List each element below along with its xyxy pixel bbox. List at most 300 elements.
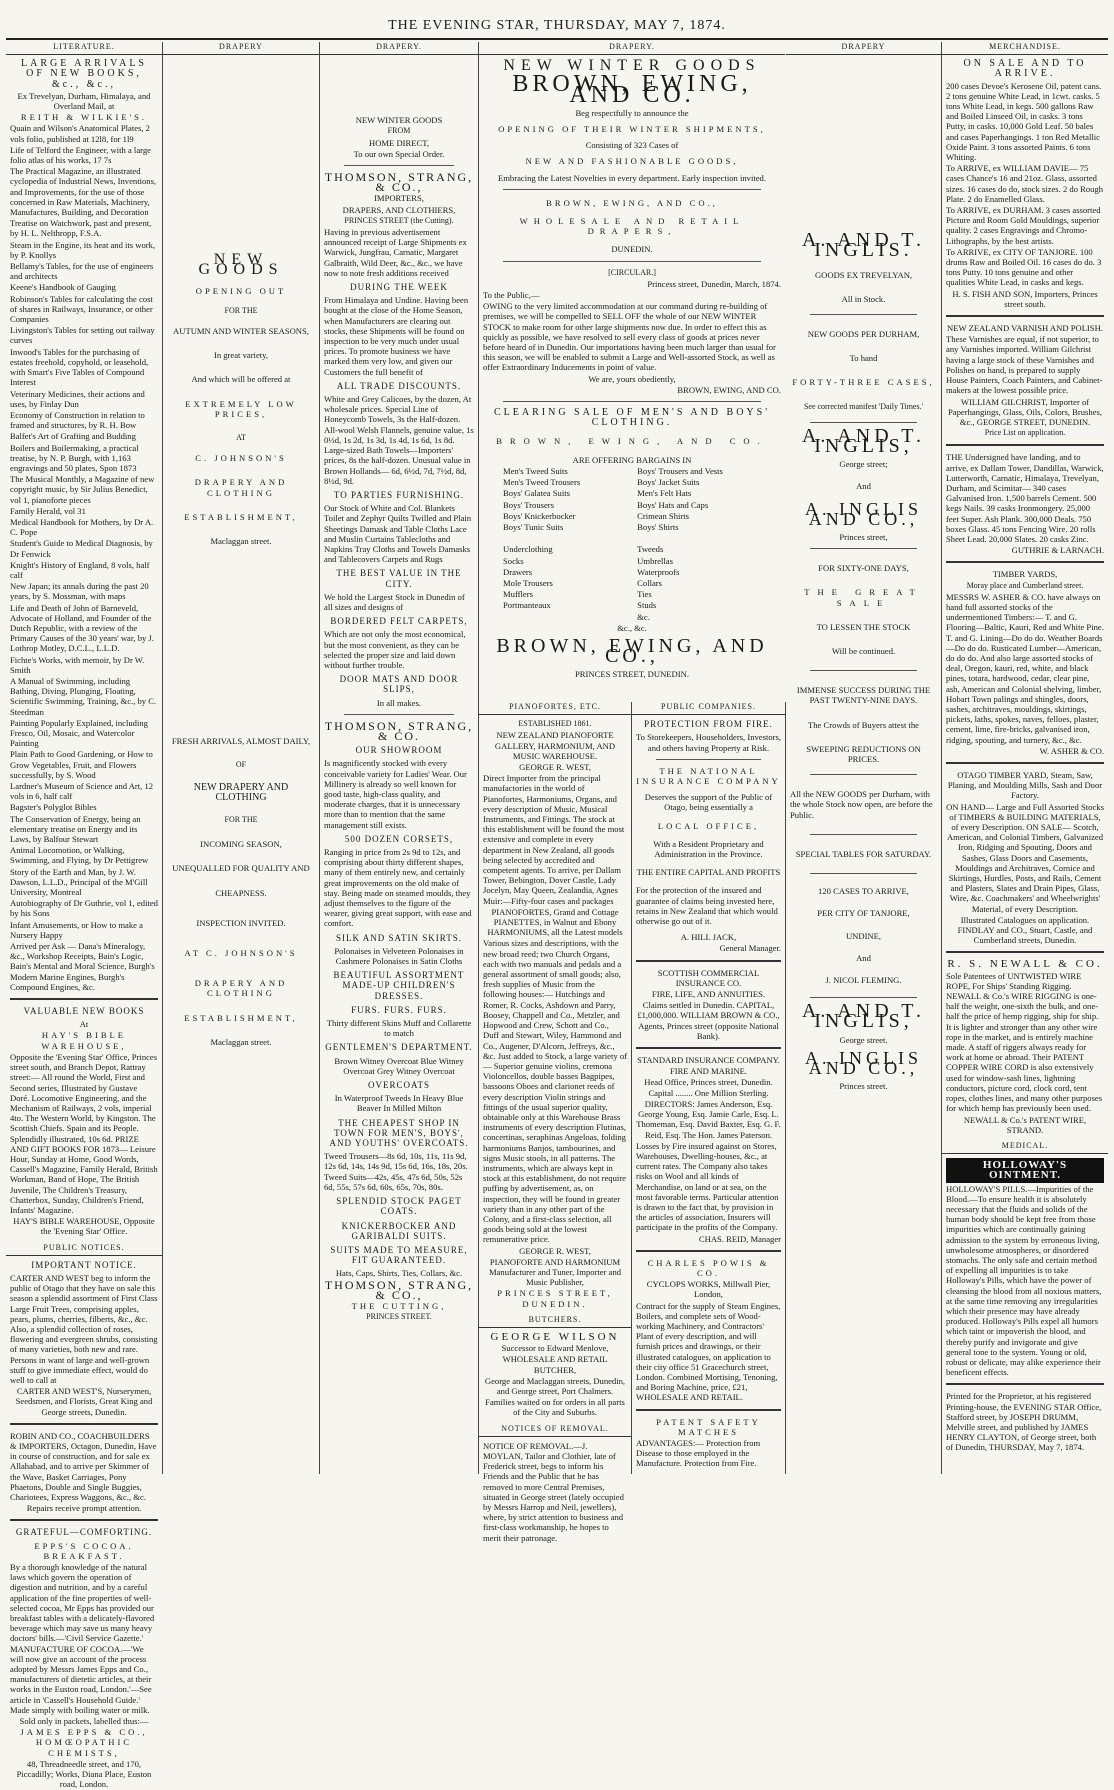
ad-subtitle: Ex Trevelyan, Durham, Himalaya, and Overland Mail, at [17,90,151,112]
ad-line: SPECIAL TABLES FOR SATURDAY. [795,848,932,859]
ad-title: NEW WINTER GOODS [503,57,761,75]
ad-line: HOME DIRECT, [369,137,429,148]
ad-line: Hats, Caps, Shirts, Ties, Collars, &c. [335,1268,463,1279]
book-list-item: Life of Telford the Engineer, with a large folio atlas of his works, 17 7s [10,144,151,166]
imprint [946,1391,1104,1452]
ad-title: NEW ZEALAND PIANOFORTE GALLERY, HARMONIUM, AND MUSIC WAREHOUSE. [494,730,616,761]
ad-line: DRAPERY AND CLOTHING [194,477,288,498]
ad-body: THE Undersigned have landing, and to arrive, ex Dallam Tower, Dandillas, Warwick, Lutterworth, Carnatic, Himalaya, Trevelyan, Durham, and Scimitar— 340 cases Galvanised Iron. 1,500 barrels Cement. 500 kegs Nails. 39 casks Ironmongery. 25,000 feet Super. Ash Plank. 300,000 Deals. 750 boxes Glass. 45 tons Fencing Wire. 20 rolls Sheet Lead. 20,000 Slates. 20 casks Zinc. [946,452,1104,544]
ad-line: H. S. FISH AND SON, Importers, Princes street south. [952,288,1098,309]
ad-subhead: THE BEST VALUE IN THE CITY. [336,568,462,589]
masthead-title: THE EVENING STAR, THURSDAY, MAY 7, 1874. [388,18,726,33]
ad-line: General Manager. [719,943,781,954]
firm-name: A. AND T. INGLIS, [801,1000,926,1033]
column-drapery-inglis [786,42,942,1474]
bargain-item: Underclothing [503,544,553,555]
firm-name: BROWN, EWING, AND CO. [512,71,752,108]
ad-line: UNEQUALLED FOR QUALITY AND [172,863,310,874]
brown-ewing-ad [483,57,781,680]
ad-line: 120 CASES TO ARRIVE, [818,886,909,897]
bargain-item: Men's Felt Hats [637,488,692,499]
ad-line: Consisting of 323 Cases of [585,140,679,151]
ad-title: EPPS'S COCOA. BREAKFAST. [34,1540,134,1561]
bargain-list-left [503,466,627,623]
ad-subhead: BORDERED FELT CARPETS, [330,616,468,627]
ad-line: We are, yours obediently, [588,373,676,384]
ad-line: AT C. JOHNSON'S [184,948,298,959]
ad-line: FIRE, LIFE, AND ANNUITIES. [651,989,766,1000]
bargain-item: Mufflers [503,589,533,600]
column-literature [6,42,163,1790]
bargain-item: Umbrellas [637,555,673,566]
ad-title: ON SALE AND TO ARRIVE. [963,58,1087,80]
ad-subhead: TO PARTIES FURNISHING. [333,489,465,500]
ad-line: SWEEPING REDUCTIONS ON PRICES. [806,743,921,765]
book-list-item: Livingston's Tables for setting out railway curves [10,325,155,346]
ad-line: Illustrated Catalogues on application. FINDLAY and CO., Stuart, Castle, and Cumberland streets, Dunedin. [957,914,1093,946]
book-list-item: Robinson's Tables for calculating the cost of shares in Railways, Insurance, or other Companies [10,293,153,325]
ad-footer: Arrived per Ask — Dana's Mineralogy, &c., Workshop Receipts, Bain's Logic, Bain's Mental and Moral Science, Burgh's Modern Marine Engines, Burgh's Compound Engines, &c. [10,941,155,992]
ad-body: We hold the Largest Stock in Dunedin of all sizes and designs of [324,591,465,612]
reith-wilkie-ad [10,59,158,992]
bargain-item: &c. [637,611,650,622]
ad-line: OPENING OUT [195,285,287,296]
ad-body: NOTICE OF REMOVAL.—J. MOYLAN, Tailor and Clothier, late of Frederick street, begs to inform his Friends and the Public that he has removed to more Central Premises, situated in George street (lately occupied by Messrs Harrop and Neil, jewellers), where, by strict attention to business and first-class workmanship, he hopes to merit their patronage. [483,1440,624,1543]
ad-body: ADVANTAGES:— Protection from Disease to those employed in the Manufacture. Protection from Fire. [636,1437,761,1469]
bargain-item: Boys' Trousers [503,499,554,510]
ad-line: George and Maclaggan streets, Dunedin, and George street, Port Chalmers. [484,1375,626,1396]
ad-title: NEW ZEALAND VARNISH AND POLISH. [947,323,1103,334]
column-header: PIANOFORTES, ETC. [479,702,631,715]
ad-line: PRINCES STREET, DUNEDIN. [575,669,689,680]
ad-line: All in Stock. [841,293,886,304]
bargain-item: Portmanteaux [503,600,551,611]
bargain-item: Waterproofs [637,566,680,577]
findlay-ad [946,770,1104,945]
ad-body: Thirty different Skins Muff and Collarette to match [326,1018,472,1039]
ad-title: PROTECTION FROM FIRE. [644,719,773,730]
column-header: LITERATURE. [6,42,162,55]
ad-body: Opposite the 'Evening Star' Office, Princes street south, and Branch Depot, Rattray street:— All round the World, First and Second series, Illustrated by Gustave Doré. Locomotive Engineering, and the Mechanism of Railways, 2 vols, imperial 4to. The Western World, by Kingston. The Scottish Chiefs. Spain and its People. Splendidly illustrated, 10s 6d. PRIZE AND GIFT BOOKS FOR 1873— Leisure Hour, Sunday at Home, Good Words, Cassell's Magazine, Family Herald, British Workman, Band of Hope, The British Juvenile, The Children's Treasury, Chatterbox, Sunday, Children's Friend, Infants' Magazine. [10,1051,158,1215]
bargain-item: Socks [503,555,524,566]
ad-line: OPENING OF THEIR WINTER SHIPMENTS, [498,124,766,135]
divider [10,998,158,1000]
ad-line: ESTABLISHMENT, [184,1012,298,1023]
ad-line: IMPORTERS, [374,193,424,204]
printer-imprint: Printed for the Proprietor, at his registered Printing-house, the EVENING STAR Office, Stafford street, by JOSEPH DRUMM, Melville street, and published by JAMES HENRY CLAYTON, of George street, both of Dunedin, THURSDAY, May 7, 1874. [946,1391,1102,1453]
book-list-item: Lardner's Museum of Science and Art, 12 vols in 6, half calf [10,781,154,802]
bargain-item: Mole Trousers [503,577,553,588]
ad-line: Successor to Edward Menlove, [501,1343,609,1354]
book-list-item: Plain Path to Good Gardening, or How to Grow Vegetables, Fruit, and Flowers successfully, by S. Wood [10,749,153,780]
ad-line: Will be continued. [831,646,896,657]
ad-line: AT [236,433,246,443]
ad-line: Families waited on for orders in all parts of the City and Suburbs. [485,1397,625,1418]
bargain-item: Collars [637,577,662,588]
ad-line: To our own Special Order. [353,148,445,159]
book-list-item: Fichte's Works, with memoir, by Dr W. Smith [10,654,145,675]
firm-name: A. INGLIS AND CO., [805,1047,922,1078]
ad-body: From Himalaya and Undine. Having been bought at the close of the Home Season, when Manufacturers are clearing out stocks, these Shipments will be found on inspection to be very much under usual prices. To promote business we have marked them very low, and given our Customers the full benefit of [324,295,469,377]
ad-line: Princess street, Dunedin, March, 1874. [647,278,781,289]
ad-line: INCOMING SEASON, [200,839,282,850]
ad-body: Losses by Fire insured against on Stores, Warehouses, Dwelling-houses, &c., at current rates. The Company also takes risks on Wool and all kinds of Merchandise, on land or at sea, on the most favorable terms. Particular attention is drawn to the fact that, by provision in the articles of association, Insurers will participate in the profits of the Company. [636,1140,779,1233]
ad-line: Beg respectfully to announce the [575,107,689,118]
divider [10,1519,158,1521]
ad-subhead: GENTLEMEN'S DEPARTMENT. [325,1042,473,1053]
ad-subhead: SILK AND SATIN SKIRTS. [336,932,462,943]
bargain-item: Boys' Trousers and Vests [637,465,723,476]
ad-line: AUTUMN AND WINTER SEASONS, [173,326,309,337]
bargain-item: Boys' Tunic Suits [503,521,564,532]
ad-title: NEW WINTER GOODS [355,115,443,126]
ad-body: Sole Patentees of UNTWISTED WIRE ROPE, For Ships' Standing Rigging. NEWALL & Co.'s WIRE RIGGING is one-half the weight, one-sixth the bulk, and one-half the price of hemp rigging, ship for ship. It is lighter and stronger than any other wire rope in the market, and is entirely machine made. A staff of riggers always ready for work at home or abroad. Their PATENT COPPER WIRE CORD is also extensively used for window-sash lines, lightning conductors, picture cord, clock cord, tent ropes, clothes lines, and many other purposes for which hemp has previously been used. [946,970,1103,1114]
ad-line: To hand [849,353,878,364]
book-list-item: Student's Guide to Medical Diagnosis, by Dr Fenwick [10,538,153,559]
ad-line: And [856,481,871,492]
ad-title: LARGE ARRIVALS OF NEW BOOKS, &c., &c., [21,58,147,90]
column-header: MERCHANDISE. [942,42,1108,55]
ad-body: For the protection of the insured and guarantee of claims being invested here, retains in New Zealand that which would otherwise go out of it. [636,885,778,927]
book-list-item: Treatise on Watchwork, past and present, by H. L. Nelthropp, F.S.A. [10,218,152,239]
ad-title: PATENT SAFETY MATCHES [656,1416,761,1437]
ad-title: SCOTTISH COMMERCIAL INSURANCE CO. [657,967,760,988]
ad-line: DRAPERS, AND CLOTHIERS, [342,204,456,215]
ad-line: A. HILL JACK, [680,932,737,943]
ad-line: WHOLESALE AND RETAIL DRAPERS, [519,216,745,237]
guthrie-ad [946,452,1104,555]
masthead-rule [6,38,1108,40]
column-pianofortes [479,702,632,1543]
ad-subhead: OVERCOATS [367,1080,430,1091]
ad-line: FRESH ARRIVALS, ALMOST DAILY, [171,736,311,747]
ad-line: The Crowds of Buyers attest the [808,719,919,730]
firm-name: THOMSON, STRANG, & CO., [324,1277,474,1302]
ad-title: OTAGO TIMBER YARD, Steam, Saw, Planing, and Moulding Mills, Sash and Door Factory. [947,770,1103,801]
ad-line: Princes street. [839,1081,888,1092]
column-header: DRAPERY. [320,42,478,55]
ad-line: BROWN, EWING, AND CO. [677,384,781,395]
book-list-item: Boilers and Boilermaking, a practical treatise, by N. P. Burgh, with 1,163 engravings and 50 plates, Spon 1873 [10,442,139,473]
ad-line: CHEAPNESS. [215,887,267,898]
johnson-ad-1 [167,251,315,547]
bargain-item: Boys' Hats and Caps [637,499,709,510]
ad-line: DRAPERY AND CLOTHING [194,978,288,999]
column-drapery-thomson [320,42,479,1474]
divider [10,1423,158,1425]
bargain-item: Boys' Jacket Suits [637,477,700,488]
column-drapery-johnson [163,42,320,1474]
bargain-item: Studs [637,600,657,611]
ad-line: Head Office, Princes street, Dunedin. Capital ........ One Million Sterling. [644,1077,773,1098]
ad-title: TIMBER YARDS, [992,569,1058,580]
thomson-strang-ad [324,115,474,1322]
column-header: DRAPERY [163,42,319,55]
bargain-item [637,533,761,543]
book-list-item: Animal Locomotion, or Walking, Swimming, and Flying, by Dr Pettigrew [10,845,149,866]
ad-line: FOR THE [224,305,258,315]
ad-line: WHOLESALE AND RETAIL BUTCHER, [502,1354,608,1375]
ad-body: Polonaises in Velveteen Polonaises in Cashmere Polonaises in Satin Cloths [334,945,464,967]
inglis-ad [790,229,937,1092]
bargain-list [483,466,781,623]
column-public-companies [632,702,786,1474]
ad-line: PIANOFORTE AND HARMONIUM Manufacturer and Tuner, Importer and Music Publisher, [488,1256,622,1288]
ad-line: PRINCES STREET (the Cutting). [344,215,454,225]
ad-line: &c., &c. [617,622,647,633]
book-list-item: Bellamy's Tables, for the use of engineers and architects [10,261,154,282]
ad-title: STANDARD INSURANCE COMPANY. [637,1055,780,1066]
ad-at: At [79,1019,89,1030]
bargain-item: Men's Tweed Trousers [503,477,581,488]
book-list-item: Autobiography of Dr Guthrie, vol 1, edited by his Sons [10,898,158,919]
book-list-item: The Practical Magazine, an illustrated cyclopedia of Industrial News, Inventions, and Improvements, for the use of those concerned in Raw Materials, Machinery, Manufactures, Building, and Decoration [10,166,157,218]
ad-line: GUTHRIE & LARNACH. [1011,545,1104,556]
gilchrist-ad [946,323,1104,438]
ad-line: OF [235,760,247,770]
book-list-item: The Musical Monthly, a Magazine of new copyright music, by Sir Julius Benedict, vol 1, pianoforte pieces [10,474,155,505]
ad-line: FOR THE [224,815,258,825]
ad-line: LOCAL OFFICE, [657,820,760,831]
ad-line: PRINCES STREET, DUNEDIN. [497,1288,613,1309]
book-list-item: Economy of Construction in relation to framed and structures, by R. H. Bow [10,409,145,431]
firm-name: BROWN, EWING, AND CO. [496,436,768,447]
ad-title: NEW GOODS [198,251,284,279]
ad-title: IMPORTANT NOTICE. [31,1259,137,1270]
ad-footer: HAY'S BIBLE WAREHOUSE, Opposite the 'Evening Star' Office. [13,1216,155,1237]
ad-line: Embracing the Latest Novelties in every department. Early inspection invited. [498,172,766,183]
holloway-banner: HOLLOWAY'S OINTMENT. [946,1158,1104,1182]
firm-name: THOMSON, STRANG, & CO. [324,718,474,743]
ad-subhead: BEAUTIFUL ASSORTMENT MADE-UP CHILDREN'S DRESSES. [333,970,465,1001]
asher-ad [946,569,1104,756]
newall-ad [946,959,1104,1134]
column-merchandise [942,42,1108,1474]
section-header: BUTCHERS. [479,1315,631,1328]
ad-body: OWING to the very limited accommodation at our command during re-building of premises, we will be compelled to SELL OFF the whole of our NEW WINTER STOCK to make room for other large shipments now due. In order to effect this as quickly as possible, we have resolved to sell every class of goods at prices never before heard of in Dunedin. Our importations having been much larger than usual for this season, we will be enabled to submit a Large and Well-assorted Stock, as well as offer Extraordinary Inducements in point of value. [483,301,776,373]
ad-line: DUNEDIN. [611,244,653,255]
ad-line: FIRE AND MARINE. [669,1066,748,1077]
firm-name: A. INGLIS AND CO., [805,498,922,529]
ad-line: CHAS. REID, Manager [698,1233,781,1244]
bargain-item: Men's Tweed Suits [503,465,568,476]
ad-line: And [856,952,871,963]
ad-title: THE NATIONAL INSURANCE COMPANY [636,765,781,787]
section-header: MEDICAL. [942,1141,1108,1154]
ad-line: FORTY-THREE CASES, [792,377,935,388]
ad-body: Contract for the supply of Steam Engines, Boilers, and complete sets of Wood-working Machinery, and Contractors' Plant of every description, and will furnish prices and drawings, or their illustrated catalogues, on application to their city office 51 Gracechurch street, London. Combined Mortising, Tenoning, and Boring Machine, price, £21, WHOLESALE AND RETAIL. [636,1300,781,1403]
ad-line: C. JOHNSON'S [195,453,287,464]
book-list-item: Keene's Handbook of Gauging [10,282,116,293]
ad-title: GEORGE WILSON [490,1330,620,1343]
ad-header: GRATEFUL—COMFORTING. [15,1527,153,1538]
ad-body: Tweed Trousers—8s 6d, 10s, 11s, 11s 9d, 12s 6d, 14s, 14s 9d, 15s 6d, 16s, 18s, 20s. Tweed Suits—42s, 45s, 47s 6d, 50s, 52s 6d, 55s, 57s 6d, 60s, 65s, 70s, 80s. [324,1151,468,1192]
ad-line: THE CUTTING, [351,1300,447,1311]
ad-body: These Varnishes are equal, if not superior, to any Varnishes imported. William Gilchrist having a large stock of these Varnishes and Polishes on hand, is prepared to supply House Painters, Coach Painters, and Cabinet-makers at the lowest possible price. [946,334,1103,396]
ad-line: GEORGE R. WEST, [519,1245,591,1256]
ad-line: J. NICOL FLEMING. [825,974,902,985]
ad-line: IMMENSE SUCCESS DURING THE PAST TWENTY-NINE DAYS. [796,685,931,706]
national-insurance-ad [636,719,781,953]
ad-address: 48, Threadneedle street, and 170, Piccadilly; Works, Diana Place, Euston road, London. [16,1758,152,1790]
ad-line: THE ENTIRE CAPITAL AND PROFITS [636,867,781,878]
ad-line: PER CITY OF TANJORE, [817,908,910,919]
ad-seller: REITH & WILKIE'S. [20,112,148,123]
ad-line: Maclaggan street. [210,1036,272,1047]
carter-west-ad [10,1260,158,1417]
ad-line: To Storekeepers, Householders, Investors, and others having Property at Risk. [636,732,781,753]
ad-line: WILLIAM GILCHRIST, Importer of Paperhangings, Glass, Oils, Colors, Brushes, &c., GEORGE STREET, DUNEDIN. [948,396,1102,427]
west-ad [483,719,627,1309]
ad-subhead: 500 DOZEN CORSETS, [344,833,454,844]
section-header: NOTICES OF REMOVAL. [479,1424,631,1437]
book-list-item: Inwood's Tables for the purchasing of estates freehold, copyhold, or leasehold, with Smart's Five Tables of Compound Interest [10,346,149,388]
book-list [10,123,158,940]
bargain-item [503,533,627,543]
standard-insurance-ad [636,1055,781,1244]
ad-line: See corrected manifest 'Daily Times.' [803,401,924,411]
ad-line: ESTABLISHMENT, [184,511,298,522]
ad-body: ON HAND— Large and Full Assorted Stocks of TIMBERS & BUILDING MATERIALS, of every Description. ON SALE— Scotch, American, and Colonial Timbers, Galvanized Iron, Ridging and Spouting, Doors and Sashes, Glass Doors and Casements, Mouldings and Architraves, Cornice and Skirtings, Hurdles, Posts, and Rails, Cement and Plasters, Slates and Drain Pipes, Glass, Wire, &c. Coachmakers' and Wheelwrights' Material, of every Description. [946,801,1104,914]
book-list-item: Life and Death of John of Barneveld, Advocate of Holland, and Founder of the Dutch Republic, with a review of the Primary Causes of the 30 years' war, by J. Lothrop Motley, D.C.L., L.L.D. [10,602,154,654]
ad-line: GEORGE R. WEST, [519,762,591,773]
book-list-item: Steam in the Engine, its heat and its work, by P. Knollys [10,239,156,260]
ad-line: TO LESSEN THE STOCK [816,621,911,632]
book-list-item: Story of the Earth and Man, by J. W. Dawson, L.L.D., Principal of the M'Gill University, Montreal [10,866,148,898]
bargain-item: Crimean Shirts [637,510,689,521]
book-list-item: Infant Amusements, or How to make a Nursery Happy [10,919,143,940]
ad-line: NEW DRAPERY AND CLOTHING [193,781,289,803]
book-list-item: Veterinary Medicines, their actions and uses, by Finlay Dun [10,388,145,409]
bargain-list-right [637,466,761,623]
ad-title: VALUABLE NEW BOOKS [23,1006,145,1017]
ad-line: Maclaggan street. [210,536,272,547]
firm-name: BROWN, EWING, AND CO., [546,197,718,208]
ad-body: To ARRIVE, ex DURHAM. 3 cases assorted Picture and Room Gold Mouldings, superior quality. 2 cases Engravings and Chromo-Lithographs, by the best artists. [946,205,1101,246]
bargain-item: Boys' Shirts [637,521,679,532]
ad-body: Brown Witney Overcoat Blue Witney Overcoat Grey Witney Overcoat [334,1055,464,1076]
book-list-item: Medical Handbook for Mothers, by Dr A. C. Pope [10,516,154,538]
book-list-item: Painting Popularly Explained, including Fresco, Oil, Mosaic, and Watercolor Painting [10,717,148,749]
ad-footer: Sold only in packets, labelled thus:— [19,1716,149,1727]
ad-subhead: DURING THE WEEK [350,282,448,293]
scottish-insurance-ad [636,968,781,1041]
ad-line: INSPECTION INVITED. [196,917,286,928]
ad-title: R. S. NEWALL & CO. [947,958,1103,971]
firm-name: BROWN, EWING, AND CO., [496,634,768,668]
book-list-item: A Manual of Swimming, including Bathing, Diving, Plunging, Floating, Scientific Swimming, Training, &c., by C. Steedman [10,675,157,717]
ad-line: ESTABLISHED 1861. [518,719,592,729]
ad-body: To ARRIVE, ex CITY OF TANJORE. 100 drums Raw and Boiled Oil. 16 cases do do. 3 tons Putty. 10 tons genuine and other qualities White Lead, in casks and kegs. [946,246,1102,288]
column-header: PUBLIC COMPANIES. [632,702,785,715]
ad-body: 200 cases Devoe's Kerosene Oil, patent cans. 2 tons genuine White Lead, in 1cwt. casks. 5 tons White Lead, in kegs. 500 gallons Raw and Boiled Linseed Oil, in casks. 3 tons Putty, in casks. 10,000 Gold Leaf. 50 bales and cases Paperhangings. 1 ton Red Metallic Oxide Paint. 3 tons assorted Paints. 6 tons Whiting. [946,80,1102,163]
ad-name: JAMES EPPS & CO., HOMŒOPATHIC CHEMISTS, [20,1727,148,1758]
ad-subhead: FURS. FURS. FURS. [351,1004,447,1015]
ad-body: HOLLOWAY'S PILLS.—Impurities of the Blood.—To ensure health it is absolutely necessary that the fluids and solids of the human body should be kept free from those impurities which are continually gaining admission to the system by erroneous living, unwholesome atmospheres, or disordered stomachs. The only safe and certain method of expelling all impurities is to take Holloway's Pills, which have the power of cleansing the blood from all noxious matters, at the same time removing any irregularities which their presence may have already produced. Holloway's Pills expel all humors which taint or impoverish the blood, and thereby purify and invigorate and give general tone to the system. Young or old, robust or delicate, may alike experience their beneficent effects. [946,1183,1102,1378]
brown-ewing-section [479,42,785,692]
ad-line: FOR SIXTY-ONE DAYS, [818,563,909,574]
ad-line: And which will be offered at [191,374,291,385]
ad-line: George street. [839,1034,888,1045]
ad-body: Which are not only the most economical, but the most convenient, as they can be selected the proper size and laid down without further trouble. [324,629,466,670]
ad-body: MESSRS W. ASHER & CO. have always on hand full assorted stocks of the undermentioned Timbers:— T. and G. Flooring—Baltic, Kauri, Red and White Pine. T. and G. Lining—Do do do. Weather Boards—Do do do. Rusticated Lumber—American, do do do. And also large assorted stocks of deal, Oregon, kauri, red, white, and black pines, totara, hardwood, cedar, clear pine, ash, American and Colonial shelving, limber, Hobart Town palings and shingles, doors, sashes, architraves, mouldings, skirtings, pickets, laths, spokes, naves, felloes, plaster, cement, lime, fire-bricks, galvanised iron, ridging, spouting, and turnery, &c., &c. [946,591,1104,745]
bargain-item: Boys' Knickerbocker [503,510,576,521]
firm-name: THOMSON, STRANG, & CO., [324,170,474,195]
ad-line: George street; [839,459,888,470]
ad-line: CYCLOPS WORKS, Millwall Pier, London, [646,1279,771,1300]
ad-line: Price List on application. [984,428,1066,438]
ad-subhead: SUITS MADE TO MEASURE, FIT GUARANTEED. [330,1244,468,1266]
ad-body: ROBIN AND CO., COACHBUILDERS & IMPORTERS, Octagon, Dunedin, Have in course of construction, and for sale ex Allahabad, and to arrive per Skimmer of the Wave, Basket Carriages, Pony Phaetons, Double and Single Buggies, Chariotees, Express Waggons, &c., &c. [10,1430,157,1503]
ad-body: Direct Importer from the principal manufactories in the world of Pianofortes, Harmoniums, Organs, and every description of Music, Musical Instruments, and Fittings. The stock at this establishment will be found the most extensive and complete in every department in New Zealand, all goods being selected by accredited and competent agents. To arrive, per Dallam Tower, Bebington, Dover Castle, Lady Jocelyn, May Queen, Zealandia, Agnes Muir:—Fifty-four cases and packages [483,773,625,906]
ad-line: FROM [387,126,411,136]
ad-subhead: ALL TRADE DISCOUNTS. [336,380,462,391]
hays-ad [10,1006,158,1236]
firm-name: A. AND T. INGLIS, [801,424,926,458]
ad-line: In all makes. [376,697,422,708]
ad-line: GOODS EX TREVELYAN, [814,269,913,280]
wilson-ad [483,1332,627,1418]
ad-line: NEWALL & Co.'s PATENT WIRE, STRAND. [963,1114,1087,1135]
ad-line: Deserves the support of the Public of Otago, being essentially a [644,792,773,813]
book-list-item: The Conservation of Energy, being an elementary treatise on Energy and its Laws, by Balfour Stewart [10,813,141,845]
robin-ad [10,1431,158,1514]
johnson-ad-2 [167,736,315,1047]
fish-ad [946,59,1104,309]
ad-title: CHARLES POWIS & CO. [647,1257,770,1278]
book-list-item: Balfet's Art of Grafting and Budding [10,431,136,442]
ad-body: All the NEW GOODS per Durham, with the whole Stock now open, are before the Public. [790,789,933,820]
ad-line: Moray place and Cumberland street. [966,580,1084,590]
ad-line: With a Resident Proprietary and Administration in the Province. [653,838,764,860]
book-list-item: Bagster's Polyglot Bibles [10,802,97,813]
ad-subhead: THE CHEAPEST SHOP IN TOWN FOR MEN'S, BOYS', AND YOUTHS' OVERCOATS. [329,1117,469,1149]
column-header: DRAPERY [786,42,941,55]
ad-line: In great variety, [213,350,269,361]
book-list-item: Quain and Wilson's Anatomical Plates, 2 vols folio, published at 12l8, for 1l9 [10,123,150,144]
ad-line: PIANOFORTES, Grand and Cottage PIANETTES, in Walnut and Ebony HARMONIUMS, all the Latest models [487,906,623,938]
bargain-item: Boys' Galatea Suits [503,488,570,499]
ad-subhead: KNICKERBOCKER AND GARIBALDI SUITS. [341,1220,457,1241]
ad-line: EXTREMELY LOW PRICES, [185,398,297,419]
ad-line: DIRECTORS: James Anderson, Esq. George Young, Esq. Jamie Carle, Esq. L. Thomeman, Esq. David Baxter, Esq. G. F. Reid, Esq. The Hon. James Paterson. [636,1098,781,1140]
ad-line: [CIRCULAR.] [608,267,656,277]
ad-body: By a thorough knowledge of the natural laws which govern the operation of digestion and nutrition, and by a careful application of the fine properties of well-selected cocoa, Mr Epps has provided our breakfast tables with a delicately-flavored beverage which may save us many heavy doctors' bills.—'Civil Service Gazette.' MANUFACTURE OF COCOA.—'We will now give an account of the process adopted by Messrs James Epps and Co., manufacturers of dietetic articles, at their works in the Euston road, London.'—See article in 'Cassell's Household Guide.' Made simply with boiling water or milk. [10,1562,155,1715]
ad-body: Having in previous advertisement announced receipt of Large Shipments ex Warwick, Jungfrau, Carnatic, Margaret Galbraith, Wild Deer, &c., &c., we have now to note fresh additions received [324,227,467,278]
ad-line: PRINCES STREET. [366,1312,432,1322]
book-list-item: New Japan; its annals during the past 20 years, by S. Mossman, with maps [10,581,149,602]
removal-ad [483,1441,627,1543]
ad-subhead: SPLENDID STOCK PAGET COATS. [336,1196,462,1217]
ad-line: Princes street, [839,532,888,543]
ad-body: In Waterproof Tweeds In Heavy Blue Beaver In Milled Milton [334,1093,464,1114]
ad-body: To ARRIVE, ex WILLIAM DAVIE— 75 cases Chance's 16 and 21oz. Glass, assorted sizes. 16 cases do do, stock sizes. 2 do Rough Plate. 2 do Enamelled Glass. [946,163,1104,204]
ad-body: Various sizes and descriptions, with the new broad reed; two Church Organs, each with two manuals and pedals and a general assortment of small goods; also, fresh supplies of Music from the following houses:— Hutchings and Romer, R. Cocks, Ashdown and Parry, Boosey, Chappell and Co., Metzler, and Hopwood and Crew, Schott and Co., Duff and Stewart, Wiley, Hammond and Co., Augener, D'Alcorn, Jeffreys, &c., &c. Just added to Stock, a large variety of— Superior genuine violins, cremona Violoncellos, double basses Bagpipes, bassoons Oboes and clarionet reeds of every description Violin strings and fittings of the usual superior quality, obtainable only at this Warehouse Brass instruments of every description Flutinas, concertinas, seraphinas Angeloas, folding harmoniums Banjos, tambourines, and signs Music stools, in all patterns. The instruments, which are always kept in stock at this establishment, do not require puffing by advertisement, as, on inspection, they will be found in greater variety than in any other part of the Colony, and a first-class selection, all goods being sold at the lowest remunerative price. [483,938,627,1245]
ad-line: ARE OFFERING BARGAINS IN [572,454,692,465]
ad-line: NEW AND FASHIONABLE GOODS, [525,156,739,167]
holloway-ad [946,1158,1104,1377]
ad-line: W. ASHER & CO. [1039,745,1104,756]
column-header: DRAPERY. [479,42,785,55]
ad-line: To the Public,— [483,290,540,301]
ad-line: THE GREAT SALE [804,587,923,608]
ad-body: Is magnificently stocked with every conceivable variety for Ladies' Wear. Our Millinery is already so well known for good taste, high-class quality, and moderate charges, that it is unnecessary more than to mention that the same management still exists. [324,758,467,830]
firm-name: A. AND T. INGLIS. [801,229,926,262]
ad-subhead: DOOR MATS AND DOOR SLIPS, [339,674,459,695]
ad-body: Ranging in price from 2s 9d to 12s, and comprising about thirty different shapes, many of them entirely new, and certainly great improvements on the old make of stay. Being made on steamed moulds, they adjust themselves to the figure of the wearer, giving great support, with ease and comfort. [324,847,472,929]
ad-body: White and Grey Calicoes, by the dozen, At wholesale prices. Special Line of Honeycomb Towels, 3s the Half-dozen. All-wool Welsh Flannels, genuine value, 1s 0½d, 1s 2d, 1s 3d, 1s 4d, 1s 6d, 1s 8d. Large-sized Bath Towels—Importers' prices, 8s the half-dozen. Unusual value in Brown Hollands— 6d, 6½d, 7d, 7½d, 8d, 8½d, 9d. [324,394,474,486]
ad-line: UNDINE, [845,930,882,941]
